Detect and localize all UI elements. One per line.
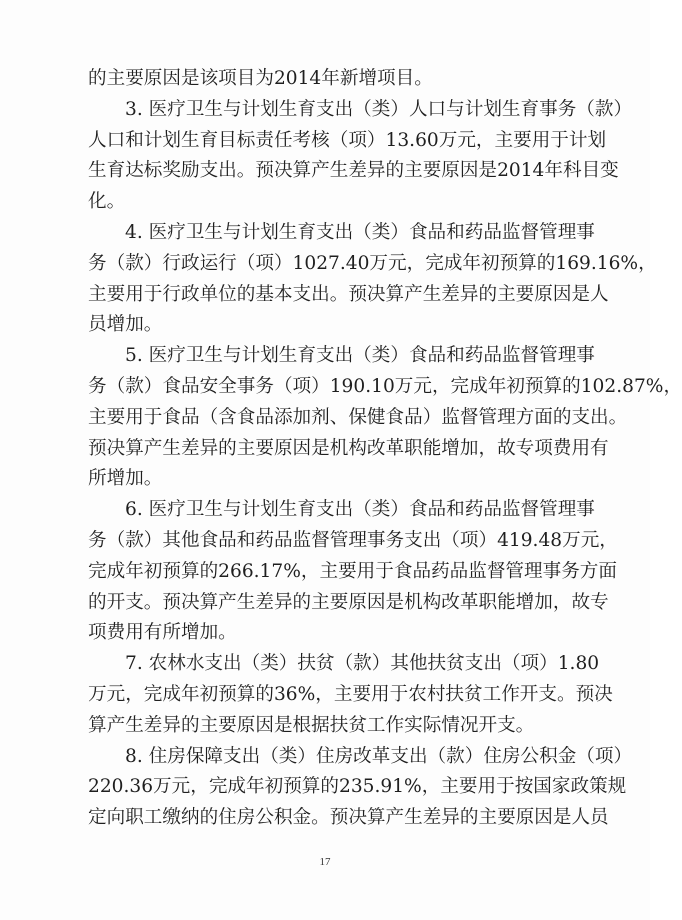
- text-line: 所增加。: [88, 468, 163, 490]
- text-line: 定向职工缴纳的住房公积金。预决算产生差异的主要原因是人员: [88, 807, 609, 829]
- text-line: 3. 医疗卫生与计划生育支出（类）人口与计划生育事务（款）: [125, 98, 633, 120]
- text-line: 7. 农林水支出（类）扶贫（款）其他扶贫支出（项）1.80: [125, 653, 600, 675]
- text-line: 算产生差异的主要原因是根据扶贫工作实际情况开支。: [88, 714, 535, 736]
- body-text: [88, 64, 682, 834]
- text-line: 务（款）行政运行（项）1027.40万元，完成年初预算的169.16%，: [88, 252, 657, 274]
- text-line: 4. 医疗卫生与计划生育支出（类）食品和药品监督管理事: [125, 221, 595, 243]
- text-line: 主要用于行政单位的基本支出。预决算产生差异的主要原因是人: [88, 283, 609, 305]
- text-line: 人口和计划生育目标责任考核（项）13.60万元，主要用于计划: [88, 129, 607, 151]
- text-line: 员增加。: [88, 314, 163, 336]
- text-line: 化。: [88, 191, 126, 213]
- text-line: 主要用于食品（含食品添加剂、保健食品）监督管理方面的支出。: [88, 406, 628, 428]
- text-line: 5. 医疗卫生与计划生育支出（类）食品和药品监督管理事: [125, 345, 595, 367]
- text-line: 务（款）食品安全事务（项）190.10万元，完成年初预算的102.87%，: [88, 375, 682, 397]
- text-line: 务（款）其他食品和药品监督管理事务支出（项）419.48万元，: [88, 529, 618, 551]
- text-line: 万元，完成年初预算的36%，主要用于农村扶贫工作开支。预决: [88, 683, 613, 705]
- page-number: 17: [319, 856, 331, 868]
- text-line: 完成年初预算的266.17%，主要用于食品药品监督管理事务方面: [88, 560, 617, 582]
- text-line: 生育达标奖励支出。预决算产生差异的主要原因是2014年科目变: [88, 160, 619, 182]
- text-line: 6. 医疗卫生与计划生育支出（类）食品和药品监督管理事: [125, 499, 595, 521]
- text-line: 220.36万元，完成年初预算的235.91%，主要用于按国家政策规: [88, 776, 627, 798]
- text-line: 预决算产生差异的主要原因是机构改革职能增加，故专项费用有: [88, 437, 609, 459]
- text-line: 项费用有所增加。: [88, 622, 237, 644]
- text-line: 的主要原因是该项目为2014年新增项目。: [88, 68, 433, 89]
- text-line: 的开支。预决算产生差异的主要原因是机构改革职能增加，故专: [88, 591, 609, 613]
- text-line: 8. 住房保障支出（类）住房改革支出（款）住房公积金（项）: [125, 745, 633, 767]
